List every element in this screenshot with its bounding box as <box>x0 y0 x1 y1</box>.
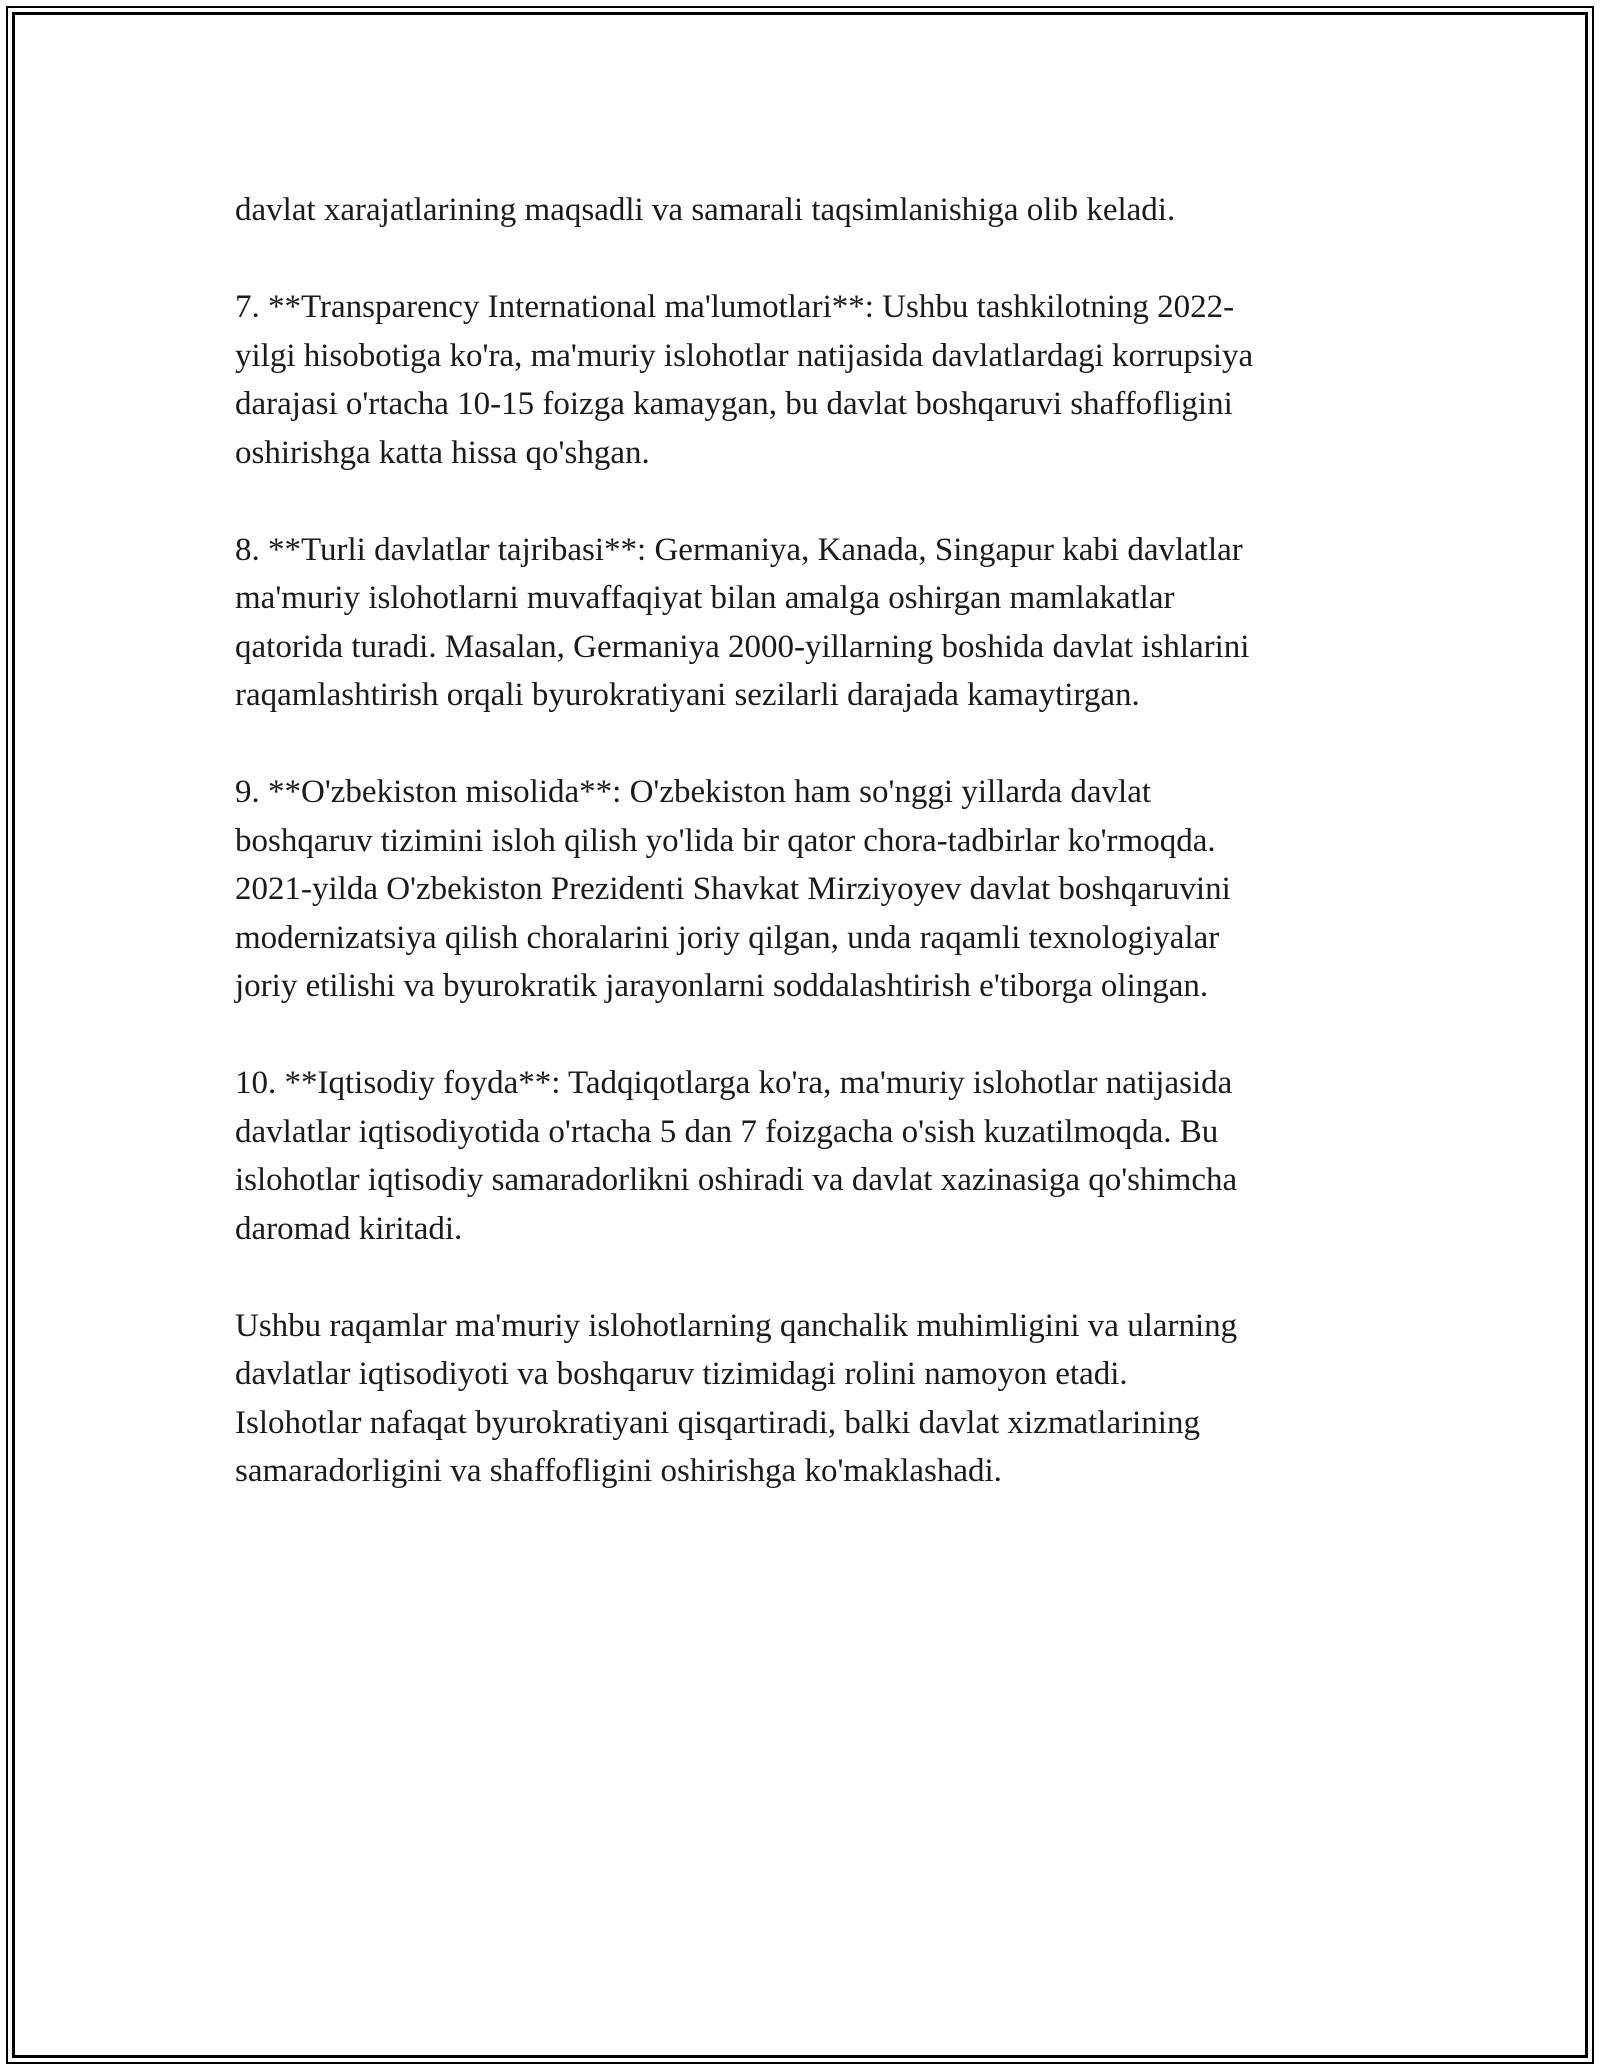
paragraph-item-9: 9. **O'zbekiston misolida**: O'zbekiston ham so'nggi yillarda davlat boshqaruv tizimini isloh qilish yo'lida bir qator chora-tadbirlar ko'rmoqda. 2021-yilda O'zbekiston Prezidenti Shavkat Mirziyoyev davlat boshqaruvini modernizatsiya qilish choralarini joriy qilgan, unda raqamli texnologiyalar joriy etilishi va byurokratik jarayonlarni soddalashtirish e'tiborga olingan. <box>235 774 1231 1004</box>
paragraph-item-7: 7. **Transparency International ma'lumotlari**: Ushbu tashkilotning 2022- yilgi hisobotiga ko'ra, ma'muriy islohotlar natijasida davlatlardagi korrupsiya darajasi o'rtacha 10-15 foizga kamaygan, bu davlat boshqaruvi shaffofligini oshirishga katta hissa qo'shgan. <box>235 289 1254 471</box>
paragraph-conclusion: Ushbu raqamlar ma'muriy islohotlarning qanchalik muhimligini va ularning davlatlar iqtisodiyoti va boshqaruv tizimidagi rolini namoyon etadi. Islohotlar nafaqat byurokratiyani qisqartiradi, balki davlat xizmatlarining samaradorligini va shaffofligini oshirishga ko'maklashadi. <box>235 1307 1238 1489</box>
paragraph-item-8: 8. **Turli davlatlar tajribasi**: Germaniya, Kanada, Singapur kabi davlatlar ma'muriy islohotlarni muvaffaqiyat bilan amalga oshirgan mamlakatlar qatorida turadi. Masalan, Germaniya 2000-yillarning boshida davlat ishlarini raqamlashtirish orqali byurokratiyani sezilarli darajada kamaytirgan. <box>235 531 1250 713</box>
paragraph-item-10: 10. **Iqtisodiy foyda**: Tadqiqotlarga ko'ra, ma'muriy islohotlar natijasida davlatlar iqtisodiyotida o'rtacha 5 dan 7 foizgacha o'sish kuzatilmoqda. Bu islohotlar iqtisodiy samaradorlikni oshiradi va davlat xazinasiga qo'shimcha daromad kiritadi. <box>235 1065 1238 1247</box>
paragraph-continuation: davlat xarajatlarining maqsadli va samarali taqsimlanishiga olib keladi. <box>235 192 1176 228</box>
document-body <box>235 186 1385 1544</box>
